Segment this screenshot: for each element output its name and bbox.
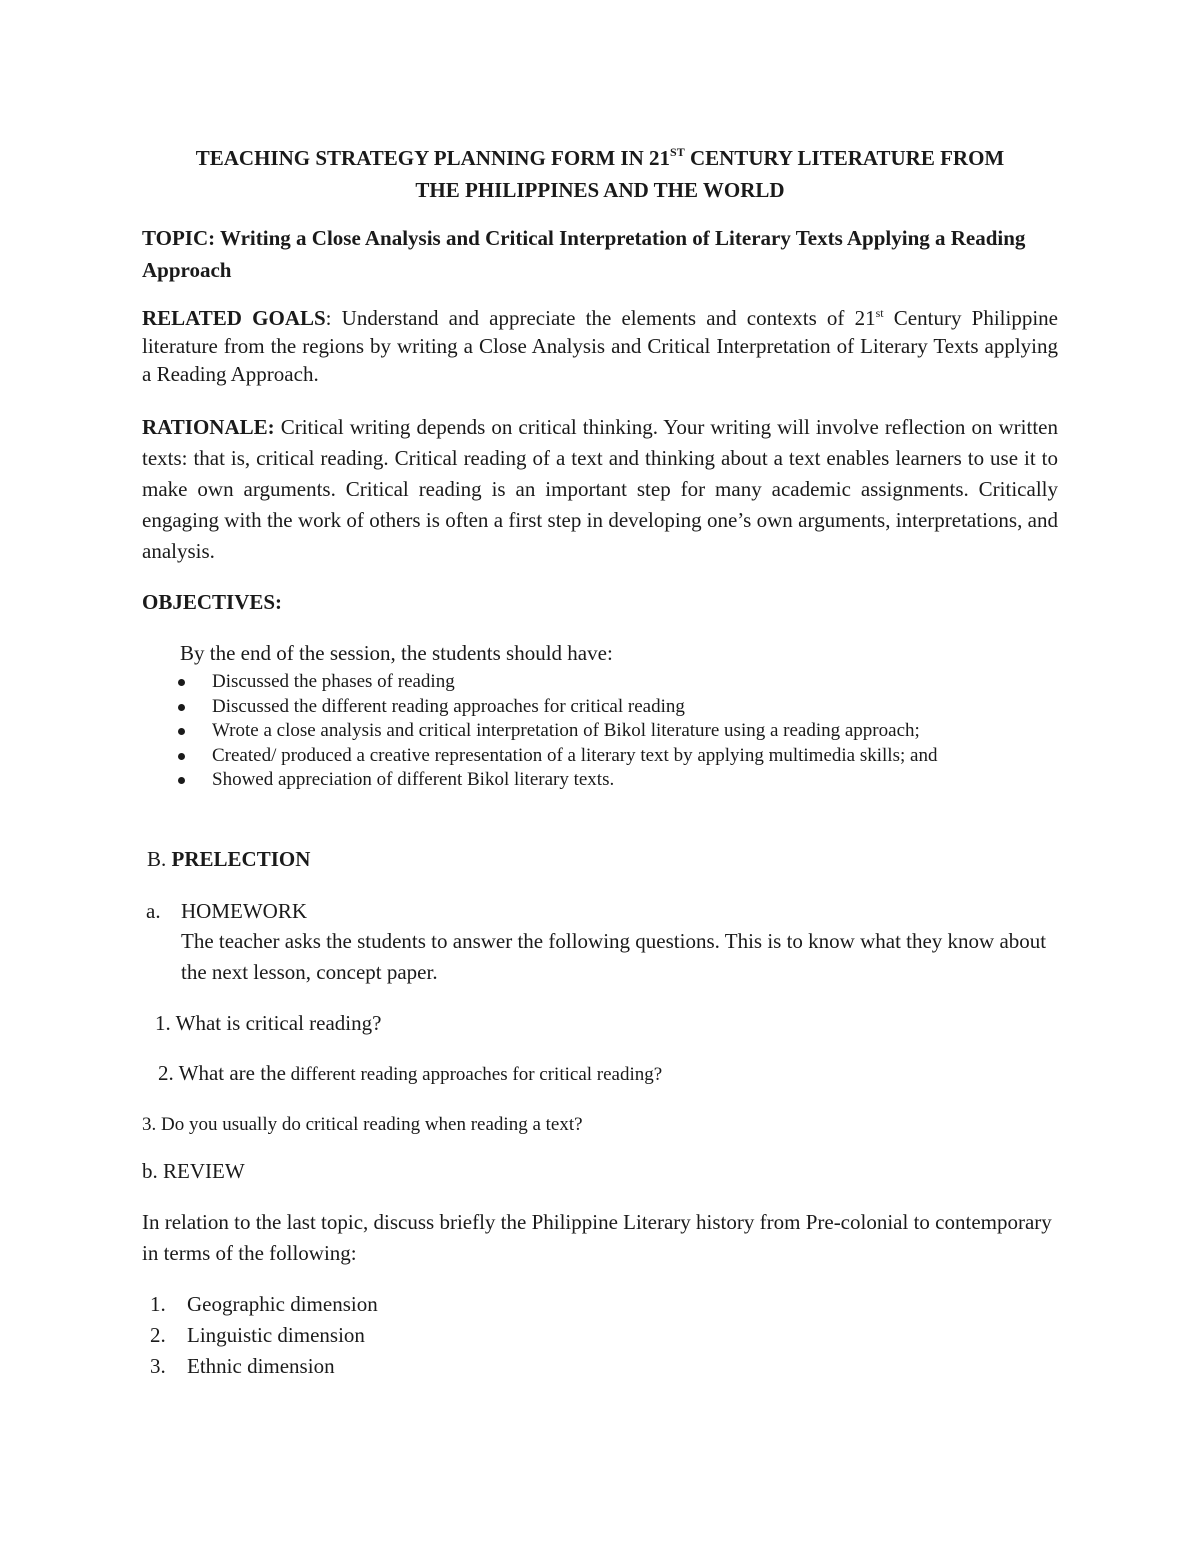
- question-2-rest: different reading approaches for critical reading?: [285, 1064, 663, 1085]
- prelection-title: PRELECTION: [171, 847, 311, 871]
- homework-question-1: 1. What is critical reading?: [155, 1011, 382, 1035]
- related-goals-paragraph: [142, 304, 1058, 388]
- title-line2: THE PHILIPPINES AND THE WORLD: [415, 178, 785, 202]
- prelection-heading: [147, 845, 310, 873]
- question-3-text: 3. Do you usually do critical reading when reading a text?: [142, 1114, 583, 1135]
- bullet-icon: [178, 679, 185, 686]
- page-title: [142, 142, 1058, 206]
- dimension-label: Linguistic dimension: [187, 1323, 365, 1347]
- homework-letter: a.: [146, 899, 161, 923]
- title-line1-text: TEACHING STRATEGY PLANNING FORM IN 21: [195, 146, 671, 170]
- prelection-letter: B.: [147, 847, 172, 871]
- bullet-icon: [178, 753, 185, 760]
- list-item: [172, 670, 1072, 695]
- list-number: 1.: [150, 1292, 166, 1316]
- title-line1-tail: CENTURY LITERATURE FROM: [684, 146, 1005, 170]
- objective-text: Wrote a close analysis and critical interpretation of Bikol literature using a reading approach;: [212, 720, 920, 741]
- homework-description: The teacher asks the students to answer the following questions. This is to know what they know about the next lesson, concept paper.: [181, 929, 1047, 984]
- bullet-icon: [178, 704, 185, 711]
- rationale-label: RATIONALE:: [142, 415, 275, 439]
- related-goals-label: RELATED GOALS: [142, 306, 326, 330]
- goals-superscript: st: [875, 306, 884, 320]
- objective-text: Discussed the different reading approaches for critical reading: [212, 695, 685, 717]
- homework-heading: HOMEWORK: [181, 899, 307, 923]
- objective-text: Created/ produced a creative representation of a literary text by applying multimedia skills; and: [212, 744, 938, 766]
- dimension-label: Ethnic dimension: [187, 1354, 335, 1378]
- related-goals-text-tail: Century Philippine literature from the regions by writing a Close Analysis and Critical Interpretation of Literary Texts applying a Reading Approach.: [142, 306, 1058, 386]
- list-item: [172, 719, 1072, 744]
- related-goals-text: : Understand and appreciate the elements and contexts of 21: [325, 306, 876, 330]
- question-2-start: 2. What are the: [158, 1061, 286, 1085]
- review-heading: b. REVIEW: [142, 1159, 245, 1183]
- objective-text: Discussed the phases of reading: [212, 671, 455, 692]
- homework-question-2: [158, 1059, 662, 1089]
- rationale-text: Critical writing depends on critical thinking. Your writing will involve reflection on written texts: that is, critical reading. Critical reading of a text and thinking about a text enables learners to use it to make own arguments. Critical reading is an important step for many academic assignments. Critically engaging with the work of others is often a first step in developing one’s own arguments, interpretations, and analysis.: [142, 415, 1058, 563]
- objectives-list: [172, 670, 1072, 793]
- objectives-heading: OBJECTIVES:: [142, 590, 283, 614]
- dimension-label: Geographic dimension: [187, 1292, 378, 1316]
- list-item: [150, 1320, 378, 1351]
- topic-heading: TOPIC: Writing a Close Analysis and Critical Interpretation of Literary Texts Applying a Reading Approach: [142, 226, 1026, 282]
- list-item: [172, 695, 1072, 720]
- dimensions-list: [150, 1289, 378, 1382]
- list-number: 3.: [150, 1354, 166, 1378]
- list-number: 2.: [150, 1323, 166, 1347]
- list-item: [172, 768, 1072, 793]
- list-item: [150, 1351, 378, 1382]
- title-superscript: ST: [670, 145, 685, 159]
- homework-question-3: [142, 1109, 583, 1139]
- list-item: [172, 744, 1072, 769]
- review-description: In relation to the last topic, discuss briefly the Philippine Literary history from Pre-colonial to contemporary in terms of the following:: [142, 1210, 1052, 1265]
- bullet-icon: [178, 728, 185, 735]
- bullet-icon: [178, 777, 185, 784]
- list-item: [150, 1289, 378, 1320]
- rationale-paragraph: [142, 412, 1058, 567]
- objective-text: Showed appreciation of different Bikol literary texts.: [212, 769, 615, 790]
- objectives-intro: By the end of the session, the students should have:: [180, 641, 613, 665]
